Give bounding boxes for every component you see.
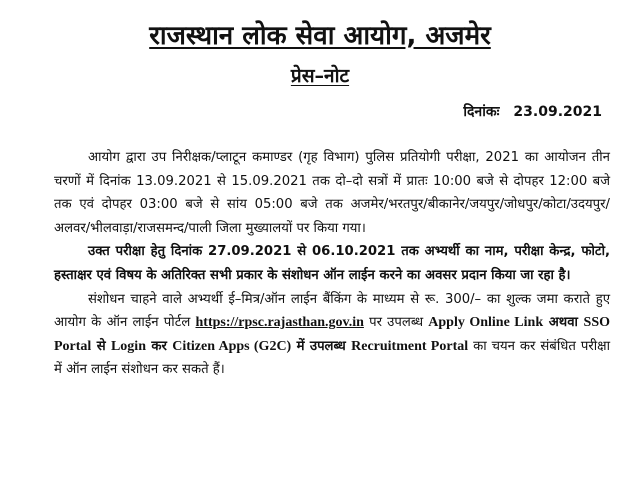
kar-word: कर [145, 338, 173, 354]
recruitment-portal-text: Recruitment Portal [351, 338, 469, 354]
press-note-body [54, 146, 610, 382]
page-title [0, 20, 640, 52]
paragraph-correction-window: उक्त परीक्षा हेतु दिनांक 27.09.2021 से 06.10.2021 तक अभ्यर्थी का नाम, परीक्षा केन्द्र, फोटो, हस्ताक्षर एवं विषय के अतिरिक्त सभी प्रकार के संशोधन ऑन लाईन करने का अवसर प्रदान किया जा रहा है। [54, 244, 610, 283]
press-note-heading [0, 64, 640, 88]
citizen-apps-text: Citizen Apps (G2C) [172, 338, 292, 354]
apply-online-link-text: Apply Online Link [428, 315, 544, 331]
procedure-text-3: का चयन कर संबंधित परीक्षा में ऑन लाईन संशोधन कर सकते हैं। [54, 338, 611, 378]
procedure-text-2: पर उपलब्ध [363, 315, 429, 331]
se-word: से [91, 338, 111, 354]
procedure-text-1: संशोधन चाहने वाले अभ्यर्थी ई–मित्र/ऑन लाईन बैंकिंग के माध्यम से रू. 300/– का शुल्क जमा कराते हुए आयोग के ऑन लाईन पोर्टल [54, 291, 610, 331]
login-text: Login [110, 338, 146, 354]
press-note-label: प्रेस–नोट [290, 65, 350, 87]
or-word: अथवा [543, 315, 584, 331]
commission-name: राजस्थान लोक सेवा आयोग, अजमेर [149, 21, 491, 51]
sso-portal-text: SSO Portal [54, 315, 611, 354]
date-line [463, 102, 602, 122]
rpsc-portal-link[interactable]: https://rpsc.rajasthan.gov.in [195, 315, 364, 331]
mein-uplabdh-word: में उपलब्ध [291, 338, 352, 354]
paragraph-correction-procedure [54, 288, 610, 382]
date-value: 23.09.2021 [513, 104, 602, 120]
paragraph-exam-schedule: आयोग द्वारा उप निरीक्षक/प्लाटून कमाण्डर (गृह विभाग) पुलिस प्रतियोगी परीक्षा, 2021 का आयोजन तीन चरणों में दिनांक 13.09.2021 से 15.09.2021 तक दो–दो सत्रों में प्रातः 10:00 बजे से दोपहर 12:00 बजे तक एवं दोपहर 03:00 बजे से सांय 05:00 बजे तक अजमेर/भरतपुर/बीकानेर/जयपुर/जोधपुर/कोटा/उदयपुर/अलवर/भीलवाड़ा/राजसमन्द/पाली जिला मुख्यालयों पर किया गया। [54, 150, 610, 236]
date-label: दिनांकः [463, 104, 500, 120]
